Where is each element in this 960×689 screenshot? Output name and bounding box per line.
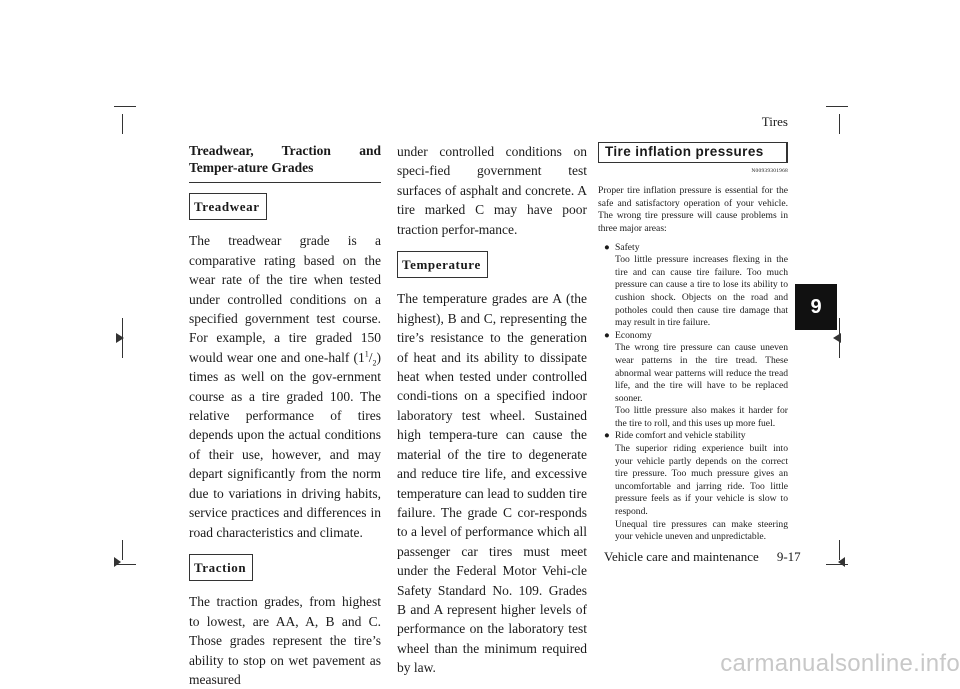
- treadwear-paragraph: The treadwear grade is a comparative rating based on the wear rate of the tire when tested under controlled conditions on a specified government test course. For example, a tire graded 150 would wear one and one-half $(1^1/_2)$ times as well on the gov-ernment course as a tire graded 100. The relative performance of tires depends upon the actual conditions of their use, however, and may depart significantly from the norm due to variations in driving habits, service practices and differences in road characteristics and climate.: [189, 233, 381, 540]
- section-heading: Treadwear, Traction and Temper-ature Grades: [189, 142, 381, 183]
- column-middle: [397, 142, 587, 678]
- document-code: N00939301968: [751, 167, 788, 174]
- bullet-icon: ●: [604, 241, 610, 253]
- section-title: Tires: [761, 114, 788, 129]
- bullet-icon: ●: [604, 329, 610, 341]
- list-item-title: Ride comfort and vehicle stability: [615, 430, 746, 442]
- column-right: [598, 142, 788, 544]
- subheading-traction: Traction: [189, 554, 253, 581]
- list-item-text: Too little pressure increases flexing in the tire and can cause tire failure. Too much pressure can cause a tire to lose its ability to cushion shock. Objects on the road and potholes could then cause tire damage that may result in tire failure.: [615, 254, 788, 329]
- crop-mark: [122, 540, 123, 560]
- registration-arrow-icon: [116, 333, 124, 343]
- list-item-title: Economy: [615, 329, 652, 341]
- inflation-intro: Proper tire inflation pressure is essential for the safe and satisfactory operation of your vehicle. The wrong tire pressure will cause problems in three major areas:: [598, 185, 788, 234]
- list-item-safety: [606, 242, 788, 330]
- subheading-temperature: Temperature: [397, 251, 488, 278]
- fraction-denominator: 2: [372, 358, 377, 368]
- page-footer: [604, 549, 801, 565]
- watermark: carmanualsonline.info: [720, 650, 960, 677]
- corner-arrow-icon: [838, 557, 845, 567]
- list-item-text: Too little pressure also makes it harder for the tire to roll, and this uses up more fuel.: [615, 405, 788, 429]
- column-left: [189, 142, 381, 689]
- list-item-text: The superior riding experience built into your vehicle partly depends on the correct tire pressure. Too much pressure gives an uncomfortable and jarring ride. Too little pressure feels as if your vehicle is slow to respond.: [615, 443, 788, 518]
- chapter-name: Vehicle care and maintenance: [604, 549, 759, 564]
- list-item-economy: [606, 330, 788, 431]
- crop-mark: [826, 106, 848, 107]
- list-item-ride-comfort: [606, 430, 788, 543]
- corner-arrow-icon: [114, 557, 121, 567]
- section-heading-inflation: Tire inflation pressures: [598, 142, 788, 163]
- traction-paragraph: The traction grades, from highest to lowest, are AA, A, B and C. Those grades represent the tire’s ability to stop on wet pavement as measured: [189, 594, 381, 687]
- registration-arrow-icon: [833, 333, 841, 343]
- list-item-title: Safety: [615, 241, 640, 253]
- subheading-treadwear: Treadwear: [189, 193, 267, 220]
- crop-mark: [839, 114, 840, 134]
- crop-mark: [122, 114, 123, 134]
- traction-continued-paragraph: under controlled conditions on speci-fied government test surfaces of asphalt and concrete. A tire marked C may have poor traction perfor-mance.: [397, 144, 587, 237]
- crop-mark: [114, 106, 136, 107]
- chapter-tab: 9: [795, 284, 837, 330]
- page-number: 9-17: [776, 549, 801, 564]
- list-item-text: The wrong tire pressure can cause uneven wear patterns in the tire tread. These abnormal wear patterns will reduce the tread life, and the tire will have to be replaced sooner.: [615, 342, 788, 404]
- bullet-icon: ●: [604, 430, 610, 442]
- temperature-paragraph: The temperature grades are A (the highest), B and C, representing the tire’s resistance to the generation of heat and its ability to dissipate heat when tested under controlled condi-tions on a specified indoor laboratory test wheel. Sustained high tempera-ture can cause the material of the tire to degenerate and reduce tire life, and excessive temperature can lead to sudden tire failure. The grade C cor-responds to a level of performance which all passenger car tires must meet under the Federal Motor Vehi-cle Safety Standard No. 109. Grades B and A represent higher levels of performance on the laboratory test wheel than the minimum required by law.: [397, 291, 587, 676]
- list-item-text: Unequal tire pressures can make steering your vehicle uneven and unpredictable.: [615, 518, 788, 543]
- fraction-numerator: 1: [364, 349, 369, 359]
- pressure-problem-list: [606, 242, 788, 544]
